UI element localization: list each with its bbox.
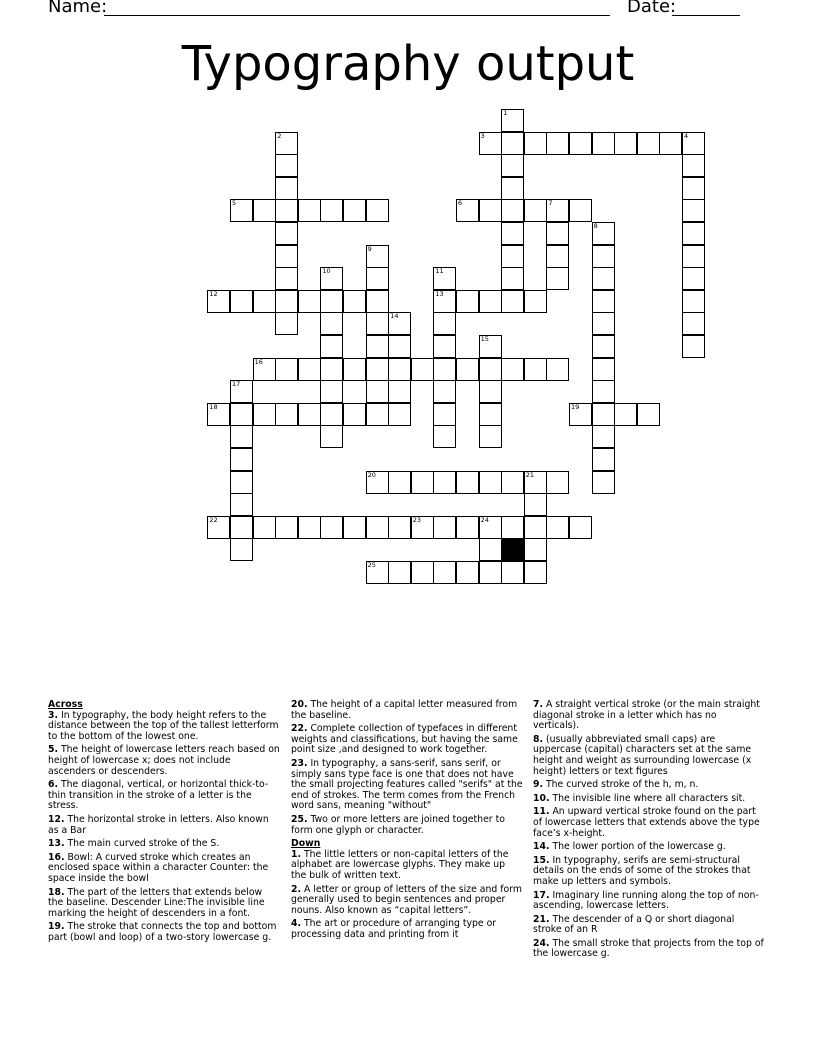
grid-cell[interactable] <box>253 290 276 313</box>
grid-cell[interactable] <box>546 358 569 381</box>
grid-cell[interactable] <box>524 358 547 381</box>
grid-cell[interactable] <box>524 199 547 222</box>
grid-cell[interactable] <box>433 403 456 426</box>
clue-number: 20 <box>367 470 376 479</box>
clue-item <box>48 711 280 743</box>
grid-cell[interactable] <box>501 516 524 539</box>
grid-cell[interactable] <box>501 199 524 222</box>
grid-cell[interactable] <box>592 132 615 155</box>
grid-cell[interactable] <box>366 403 389 426</box>
grid-cell[interactable] <box>501 561 524 584</box>
grid-cell[interactable] <box>479 199 502 222</box>
grid-cell[interactable] <box>479 425 502 448</box>
grid-cell[interactable] <box>230 403 253 426</box>
clue-item <box>48 888 280 920</box>
clue-item-text: The height of lowercase letters reach based on height of lowercase x; does not include ascenders or descenders. <box>48 744 280 777</box>
clue-item-text: Imaginary line running along the top of non-ascending, lowercase letters. <box>533 889 759 912</box>
grid-cell[interactable] <box>479 290 502 313</box>
grid-cell[interactable] <box>479 132 502 155</box>
clue-item-text: Complete collection of typefaces in different weights and classifications, but having the same point size ,and designed to work together. <box>291 723 518 756</box>
grid-cell[interactable] <box>275 358 298 381</box>
grid-cell[interactable] <box>456 516 479 539</box>
grid-cell[interactable] <box>456 290 479 313</box>
grid-cell[interactable] <box>682 199 705 222</box>
grid-cell[interactable] <box>298 403 321 426</box>
clue-number: 11 <box>435 267 444 276</box>
grid-cell[interactable] <box>637 132 660 155</box>
grid-cell[interactable] <box>659 132 682 155</box>
grid-cell[interactable] <box>320 199 343 222</box>
grid-cell[interactable] <box>207 290 230 313</box>
grid-cell[interactable] <box>546 245 569 268</box>
grid-cell[interactable] <box>275 177 298 200</box>
clue-item-text: The descender of a Q or short diagonal stroke of an R <box>533 913 735 936</box>
clue-column-2 <box>291 700 523 943</box>
clue-item-text: The invisible line where all characters sit. <box>549 792 746 804</box>
clue-number: 9 <box>367 244 372 253</box>
clue-number: 10 <box>322 267 331 276</box>
page-title: Typography output <box>181 36 635 92</box>
grid-cell[interactable] <box>343 403 366 426</box>
grid-cell[interactable] <box>388 403 411 426</box>
blocked-cell <box>501 538 524 561</box>
grid-cell[interactable] <box>592 222 615 245</box>
clue-number: 15 <box>480 335 489 343</box>
clue-number: 19 <box>571 402 580 411</box>
grid-cell[interactable] <box>433 290 456 313</box>
clue-number: 25 <box>367 561 376 569</box>
grid-cell[interactable] <box>433 425 456 448</box>
grid-cell[interactable] <box>546 132 569 155</box>
clue-item-number: 16. <box>48 851 65 863</box>
grid-cell[interactable] <box>501 222 524 245</box>
grid-cell[interactable] <box>230 199 253 222</box>
grid-cell[interactable] <box>569 516 592 539</box>
clue-item-text: The small stroke that projects from the top of the lowercase g. <box>533 937 764 960</box>
grid-cell[interactable] <box>479 358 502 381</box>
clue-item <box>533 915 765 936</box>
grid-cell[interactable] <box>411 561 434 584</box>
grid-cell[interactable] <box>275 245 298 268</box>
grid-cell[interactable] <box>388 516 411 539</box>
grid-cell[interactable] <box>275 199 298 222</box>
grid-cell[interactable] <box>388 471 411 494</box>
clue-number: 13 <box>435 289 444 298</box>
clue-item-number: 1. <box>291 848 302 860</box>
grid-cell[interactable] <box>592 245 615 268</box>
clue-item <box>291 815 523 836</box>
grid-cell[interactable] <box>230 425 253 448</box>
grid-cell[interactable] <box>501 109 524 132</box>
clue-item-text: The diagonal, vertical, or horizontal thick-to-thin transition in the stroke of a letter is the stress. <box>48 779 269 812</box>
grid-cell[interactable] <box>298 358 321 381</box>
clue-item-text: The lower portion of the lowercase g. <box>549 841 726 853</box>
clue-item-number: 14. <box>533 841 550 853</box>
grid-cell[interactable] <box>546 471 569 494</box>
clue-item <box>291 759 523 812</box>
clue-number: 4 <box>684 131 689 140</box>
grid-cell[interactable] <box>524 471 547 494</box>
grid-cell[interactable] <box>682 290 705 313</box>
clue-number: 12 <box>209 289 218 298</box>
grid-cell[interactable] <box>501 245 524 268</box>
clue-item-text: The little letters or non-capital letters of the alphabet are lowercase glyphs. They make up the bulk of written text. <box>291 848 509 881</box>
grid-cell[interactable] <box>479 335 502 358</box>
grid-cell[interactable] <box>320 267 343 290</box>
clue-item-number: 17. <box>533 889 550 901</box>
grid-cell[interactable] <box>456 561 479 584</box>
clue-item-number: 24. <box>533 937 550 949</box>
grid-cell[interactable] <box>682 177 705 200</box>
clue-item-text: Two or more letters are joined together to form one glyph or character. <box>291 813 505 836</box>
grid-cell[interactable] <box>230 471 253 494</box>
grid-cell[interactable] <box>479 538 502 561</box>
grid-cell[interactable] <box>524 290 547 313</box>
grid-cell[interactable] <box>275 222 298 245</box>
clue-item-number: 13. <box>48 838 65 850</box>
clue-number: 8 <box>593 222 598 230</box>
grid-cell[interactable] <box>411 516 434 539</box>
clue-item-text: The main curved stroke of the S. <box>64 838 220 850</box>
grid-cell[interactable] <box>501 358 524 381</box>
grid-cell[interactable] <box>592 290 615 313</box>
grid-cell[interactable] <box>388 380 411 403</box>
grid-cell[interactable] <box>546 199 569 222</box>
grid-cell[interactable] <box>207 516 230 539</box>
clue-item-number: 23. <box>291 757 308 769</box>
grid-cell[interactable] <box>366 312 389 335</box>
grid-cell[interactable] <box>456 199 479 222</box>
grid-cell[interactable] <box>366 199 389 222</box>
grid-cell[interactable] <box>320 312 343 335</box>
grid-cell[interactable] <box>275 312 298 335</box>
grid-cell[interactable] <box>320 425 343 448</box>
grid-cell[interactable] <box>501 154 524 177</box>
grid-cell[interactable] <box>366 358 389 381</box>
grid-cell[interactable] <box>298 199 321 222</box>
clue-number: 1 <box>503 109 508 117</box>
grid-cell[interactable] <box>433 516 456 539</box>
grid-cell[interactable] <box>230 380 253 403</box>
clue-item-number: 19. <box>48 921 65 933</box>
grid-cell[interactable] <box>388 312 411 335</box>
clue-item-number: 6. <box>48 779 59 791</box>
clue-column-3 <box>533 700 765 963</box>
grid-cell[interactable] <box>343 199 366 222</box>
clue-item-number: 5. <box>48 744 59 756</box>
clue-item-number: 12. <box>48 813 65 825</box>
grid-cell[interactable] <box>366 335 389 358</box>
grid-cell[interactable] <box>614 403 637 426</box>
grid-cell[interactable] <box>592 335 615 358</box>
grid-cell[interactable] <box>592 471 615 494</box>
name-label: Name: <box>48 0 108 17</box>
clue-item <box>291 724 523 756</box>
clue-number: 2 <box>277 131 282 140</box>
clue-item <box>48 745 280 777</box>
grid-cell[interactable] <box>592 425 615 448</box>
clue-item-text: Bowl: A curved stroke which creates an enclosed space within a character Counter: the space inside the bowl <box>48 851 269 884</box>
down-heading: Down <box>291 838 321 850</box>
grid-cell[interactable] <box>275 403 298 426</box>
grid-cell[interactable] <box>343 516 366 539</box>
grid-cell[interactable] <box>501 177 524 200</box>
clue-item-text: In typography, serifs are semi-structural details on the ends of some of the strokes that make up letters and symbols. <box>533 854 751 887</box>
grid-cell[interactable] <box>682 245 705 268</box>
clue-item-number: 15. <box>533 854 550 866</box>
clue-item-text: The stroke that connects the top and bottom part (bowl and loop) of a two-story lowercase g. <box>48 921 277 943</box>
grid-cell[interactable] <box>479 471 502 494</box>
clue-item <box>533 856 765 888</box>
grid-cell[interactable] <box>592 403 615 426</box>
grid-cell[interactable] <box>275 132 298 155</box>
grid-cell[interactable] <box>230 448 253 471</box>
grid-cell[interactable] <box>320 358 343 381</box>
clue-item <box>291 885 523 917</box>
clue-item-number: 8. <box>533 733 544 745</box>
clue-number: 5 <box>232 199 237 208</box>
clue-item <box>291 850 523 882</box>
across-heading: Across <box>48 699 83 710</box>
grid-cell[interactable] <box>366 380 389 403</box>
grid-cell[interactable] <box>479 561 502 584</box>
grid-cell[interactable] <box>546 516 569 539</box>
grid-cell[interactable] <box>433 358 456 381</box>
across-clue-list-continued <box>291 700 523 836</box>
clue-number: 21 <box>525 470 535 479</box>
grid-cell[interactable] <box>501 132 524 155</box>
grid-cell[interactable] <box>366 561 389 584</box>
clue-column-1 <box>48 700 280 946</box>
clue-item-number: 4. <box>291 918 302 930</box>
grid-cell[interactable] <box>501 290 524 313</box>
clue-item-text: The horizontal stroke in letters. Also known as a Bar <box>48 813 269 836</box>
grid-cell[interactable] <box>592 267 615 290</box>
clue-item <box>533 939 765 960</box>
clue-item-number: 2. <box>291 883 302 895</box>
grid-cell[interactable] <box>569 199 592 222</box>
grid-cell[interactable] <box>298 516 321 539</box>
clue-item <box>533 735 765 777</box>
grid-cell[interactable] <box>253 199 276 222</box>
grid-cell[interactable] <box>253 358 276 381</box>
date-label: Date: <box>627 0 677 17</box>
clue-item-text: A straight vertical stroke (or the main straight diagonal stroke in a letter which has no verticals). <box>533 699 760 732</box>
grid-cell[interactable] <box>456 471 479 494</box>
grid-cell[interactable] <box>411 358 434 381</box>
clue-number: 22 <box>209 515 218 524</box>
clue-item <box>48 780 280 812</box>
grid-cell[interactable] <box>524 538 547 561</box>
grid-cell[interactable] <box>253 516 276 539</box>
grid-cell[interactable] <box>637 403 660 426</box>
grid-cell[interactable] <box>230 516 253 539</box>
clue-item-number: 21. <box>533 913 550 925</box>
grid-cell[interactable] <box>388 335 411 358</box>
grid-cell[interactable] <box>343 358 366 381</box>
clue-number: 23 <box>412 515 422 524</box>
grid-cell[interactable] <box>320 380 343 403</box>
grid-cell[interactable] <box>433 312 456 335</box>
clue-item <box>48 922 280 943</box>
grid-cell[interactable] <box>388 358 411 381</box>
clue-item-number: 18. <box>48 886 65 898</box>
grid-cell[interactable] <box>682 312 705 335</box>
clue-item <box>48 853 280 885</box>
grid-cell[interactable] <box>411 471 434 494</box>
grid-cell[interactable] <box>433 380 456 403</box>
clue-item <box>291 700 523 721</box>
grid-cell[interactable] <box>433 561 456 584</box>
grid-cell[interactable] <box>501 471 524 494</box>
grid-cell[interactable] <box>524 516 547 539</box>
clue-item <box>48 839 280 850</box>
grid-cell[interactable] <box>433 267 456 290</box>
grid-cell[interactable] <box>524 561 547 584</box>
grid-cell[interactable] <box>366 516 389 539</box>
clue-item-text: The height of a capital letter measured from the baseline. <box>291 699 518 721</box>
grid-cell[interactable] <box>479 403 502 426</box>
grid-cell[interactable] <box>366 290 389 313</box>
clue-item-text: In typography, the body height refers to the distance between the top of the tallest letterform to the bottom of the lowest one. <box>48 709 279 742</box>
grid-cell[interactable] <box>320 516 343 539</box>
grid-cell[interactable] <box>320 335 343 358</box>
grid-cell[interactable] <box>275 290 298 313</box>
grid-cell[interactable] <box>433 471 456 494</box>
grid-cell[interactable] <box>524 493 547 516</box>
clue-item-number: 25. <box>291 813 308 825</box>
clue-item-number: 22. <box>291 723 308 735</box>
down-clue-list-continued <box>533 700 765 960</box>
grid-cell[interactable] <box>366 471 389 494</box>
grid-cell[interactable] <box>592 380 615 403</box>
across-clue-list <box>48 711 280 944</box>
clue-item-text: An upward vertical stroke found on the part of lowercase letters that extends above the type face’s x-height. <box>533 806 760 839</box>
grid-cell[interactable] <box>320 403 343 426</box>
grid-cell[interactable] <box>524 132 547 155</box>
grid-cell[interactable] <box>592 358 615 381</box>
clue-item-number: 20. <box>291 699 308 710</box>
clue-item-number: 10. <box>533 792 550 804</box>
grid-cell[interactable] <box>456 358 479 381</box>
clue-item <box>533 700 765 732</box>
grid-cell[interactable] <box>479 380 502 403</box>
clue-item-number: 11. <box>533 806 550 818</box>
grid-cell[interactable] <box>275 516 298 539</box>
clue-item-text: The art or procedure of arranging type or processing data and printing from it <box>291 918 497 940</box>
grid-cell[interactable] <box>388 561 411 584</box>
grid-cell[interactable] <box>592 312 615 335</box>
clue-number: 24 <box>480 515 489 524</box>
clue-number: 16 <box>254 357 263 366</box>
clue-item-text: The curved stroke of the h, m, n. <box>543 779 699 791</box>
grid-cell[interactable] <box>479 516 502 539</box>
grid-cell[interactable] <box>275 267 298 290</box>
clue-item-text: (usually abbreviated small caps) are uppercase (capital) characters set at the same height and weight as surrounding lowercase (x height) letters or text figures <box>533 733 752 777</box>
grid-cell[interactable] <box>366 245 389 268</box>
clue-item <box>48 815 280 836</box>
grid-cell[interactable] <box>546 267 569 290</box>
grid-cell[interactable] <box>569 403 592 426</box>
clue-item-number: 9. <box>533 779 544 791</box>
grid-cell[interactable] <box>569 132 592 155</box>
grid-cell[interactable] <box>501 267 524 290</box>
grid-cell[interactable] <box>592 448 615 471</box>
clue-number: 7 <box>548 199 553 208</box>
grid-cell[interactable] <box>253 403 276 426</box>
grid-cell[interactable] <box>433 335 456 358</box>
grid-cell[interactable] <box>682 335 705 358</box>
clue-number: 3 <box>480 131 485 140</box>
clue-item-number: 3. <box>48 709 59 721</box>
clue-item <box>533 807 765 839</box>
grid-cell[interactable] <box>230 493 253 516</box>
clue-item <box>533 780 765 791</box>
clue-item-number: 7. <box>533 699 544 710</box>
down-clue-list <box>291 850 523 941</box>
grid-cell[interactable] <box>546 222 569 245</box>
clue-item <box>533 842 765 853</box>
clue-item <box>533 891 765 912</box>
clue-item-text: In typography, a sans-serif, sans serif, or simply sans type face is one that does not have the small projecting features called "serifs" at the end of strokes. The term comes from the French word sans, meaning "without" <box>291 757 523 812</box>
clue-number: 6 <box>458 199 463 208</box>
grid-cell[interactable] <box>298 290 321 313</box>
grid-cell[interactable] <box>320 290 343 313</box>
grid-cell[interactable] <box>682 132 705 155</box>
grid-cell[interactable] <box>614 132 637 155</box>
grid-cell[interactable] <box>682 222 705 245</box>
grid-cell[interactable] <box>682 267 705 290</box>
clue-number: 17 <box>232 380 241 389</box>
grid-cell[interactable] <box>230 290 253 313</box>
grid-cell[interactable] <box>682 154 705 177</box>
clue-item <box>291 919 523 940</box>
clue-item <box>533 794 765 805</box>
grid-cell[interactable] <box>230 538 253 561</box>
clue-item-text: The part of the letters that extends below the baseline. Descender Line:The invisible line marking the height of descenders in a font. <box>48 886 265 919</box>
clue-number: 14 <box>390 312 399 321</box>
clue-number: 18 <box>209 402 218 411</box>
grid-cell[interactable] <box>343 290 366 313</box>
grid-cell[interactable] <box>207 403 230 426</box>
clue-item-text: A letter or group of letters of the size and form generally used to begin sentences and proper nouns. Also known as “capital letters”. <box>291 883 522 916</box>
grid-cell[interactable] <box>275 154 298 177</box>
grid-cell[interactable] <box>366 267 389 290</box>
